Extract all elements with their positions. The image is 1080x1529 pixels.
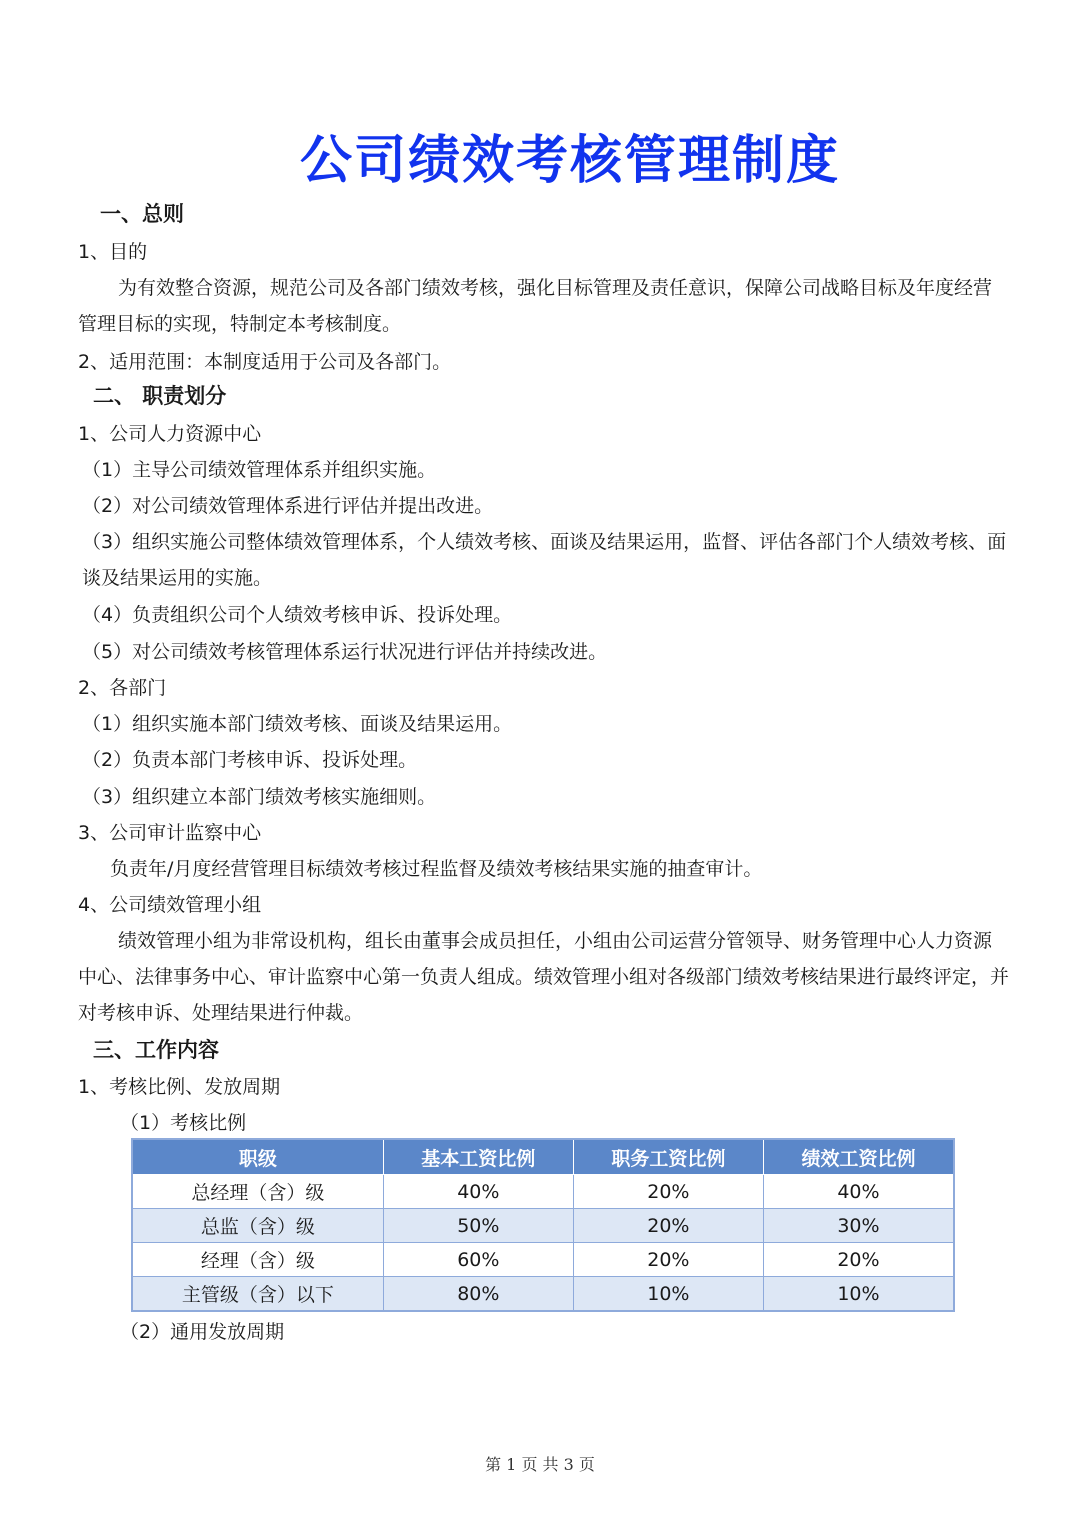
section-2-heading: 二、 职责划分 <box>93 384 227 408</box>
cell-level: 总经理（含）级 <box>132 1175 383 1209</box>
ratio-table <box>131 1138 955 1312</box>
table-header-row <box>132 1139 954 1175</box>
cell-level: 经理（含）级 <box>132 1243 383 1277</box>
table-row <box>132 1175 954 1209</box>
s2-dept-item-1: （1）组织实施本部门绩效考核、面谈及结果运用。 <box>82 713 513 735</box>
s3-sub-ratio: （1）考核比例 <box>120 1112 247 1134</box>
page-footer: 第 1 页 共 3 页 <box>485 1455 595 1474</box>
table-row <box>132 1209 954 1243</box>
cell-position: 20% <box>573 1209 763 1243</box>
table-row <box>132 1277 954 1312</box>
s2-group-text: 绩效管理小组为非常设机构，组长由董事会成员担任，小组由公司运营分管领导、财务管理中心人力资源中心、法律事务中心、审计监察中心第一负责人组成。绩效管理小组对各级部门绩效考核结果进行最终评定，并对考核申诉、处理结果进行仲裁。 <box>78 930 1010 1024</box>
cell-basic: 60% <box>383 1243 573 1277</box>
cell-performance: 30% <box>763 1209 954 1243</box>
s2-hr-label: 1、公司人力资源中心 <box>78 423 262 445</box>
s1-scope: 2、适用范围：本制度适用于公司及各部门。 <box>78 351 452 373</box>
s2-hr-item-2: （2）对公司绩效管理体系进行评估并提出改进。 <box>82 495 494 517</box>
cell-position: 10% <box>573 1277 763 1312</box>
s3-ratio-label: 1、考核比例、发放周期 <box>78 1076 281 1098</box>
s2-group-label: 4、公司绩效管理小组 <box>78 894 262 916</box>
section-1-heading: 一、总则 <box>100 202 184 226</box>
table-row <box>132 1243 954 1277</box>
cell-level: 主管级（含）以下 <box>132 1277 383 1312</box>
s1-purpose-label: 1、目的 <box>78 241 148 263</box>
section-3-heading: 三、工作内容 <box>93 1038 219 1062</box>
s2-hr-item-5: （5）对公司绩效考核管理体系运行状况进行评估并持续改进。 <box>82 641 608 663</box>
header-basic: 基本工资比例 <box>383 1139 573 1175</box>
cell-position: 20% <box>573 1175 763 1209</box>
s3-sub-period: （2）通用发放周期 <box>120 1321 285 1343</box>
header-position: 职务工资比例 <box>573 1139 763 1175</box>
cell-performance: 10% <box>763 1277 954 1312</box>
s2-dept-item-3: （3）组织建立本部门绩效考核实施细则。 <box>82 786 437 808</box>
cell-basic: 80% <box>383 1277 573 1312</box>
cell-level: 总监（含）级 <box>132 1209 383 1243</box>
s2-hr-item-4: （4）负责组织公司个人绩效考核申诉、投诉处理。 <box>82 604 513 626</box>
s2-hr-item-1: （1）主导公司绩效管理体系并组织实施。 <box>82 459 437 481</box>
cell-basic: 40% <box>383 1175 573 1209</box>
document-title: 公司绩效考核管理制度 <box>299 131 840 191</box>
s2-dept-item-2: （2）负责本部门考核申诉、投诉处理。 <box>82 749 418 771</box>
cell-performance: 20% <box>763 1243 954 1277</box>
cell-basic: 50% <box>383 1209 573 1243</box>
s2-hr-item-3: （3）组织实施公司整体绩效管理体系，个人绩效考核、面谈及结果运用，监督、评估各部门个人绩效考核、面谈及结果运用的实施。 <box>82 531 1007 589</box>
cell-performance: 40% <box>763 1175 954 1209</box>
cell-position: 20% <box>573 1243 763 1277</box>
s2-dept-label: 2、各部门 <box>78 677 167 699</box>
s2-audit-label: 3、公司审计监察中心 <box>78 822 262 844</box>
header-performance: 绩效工资比例 <box>763 1139 954 1175</box>
header-level: 职级 <box>132 1139 383 1175</box>
s2-audit-text: 负责年/月度经营管理目标绩效考核过程监督及绩效考核结果实施的抽查审计。 <box>110 858 763 880</box>
s1-purpose-text: 为有效整合资源，规范公司及各部门绩效考核，强化目标管理及责任意识，保障公司战略目标及年度经营管理目标的实现，特制定本考核制度。 <box>78 277 993 335</box>
